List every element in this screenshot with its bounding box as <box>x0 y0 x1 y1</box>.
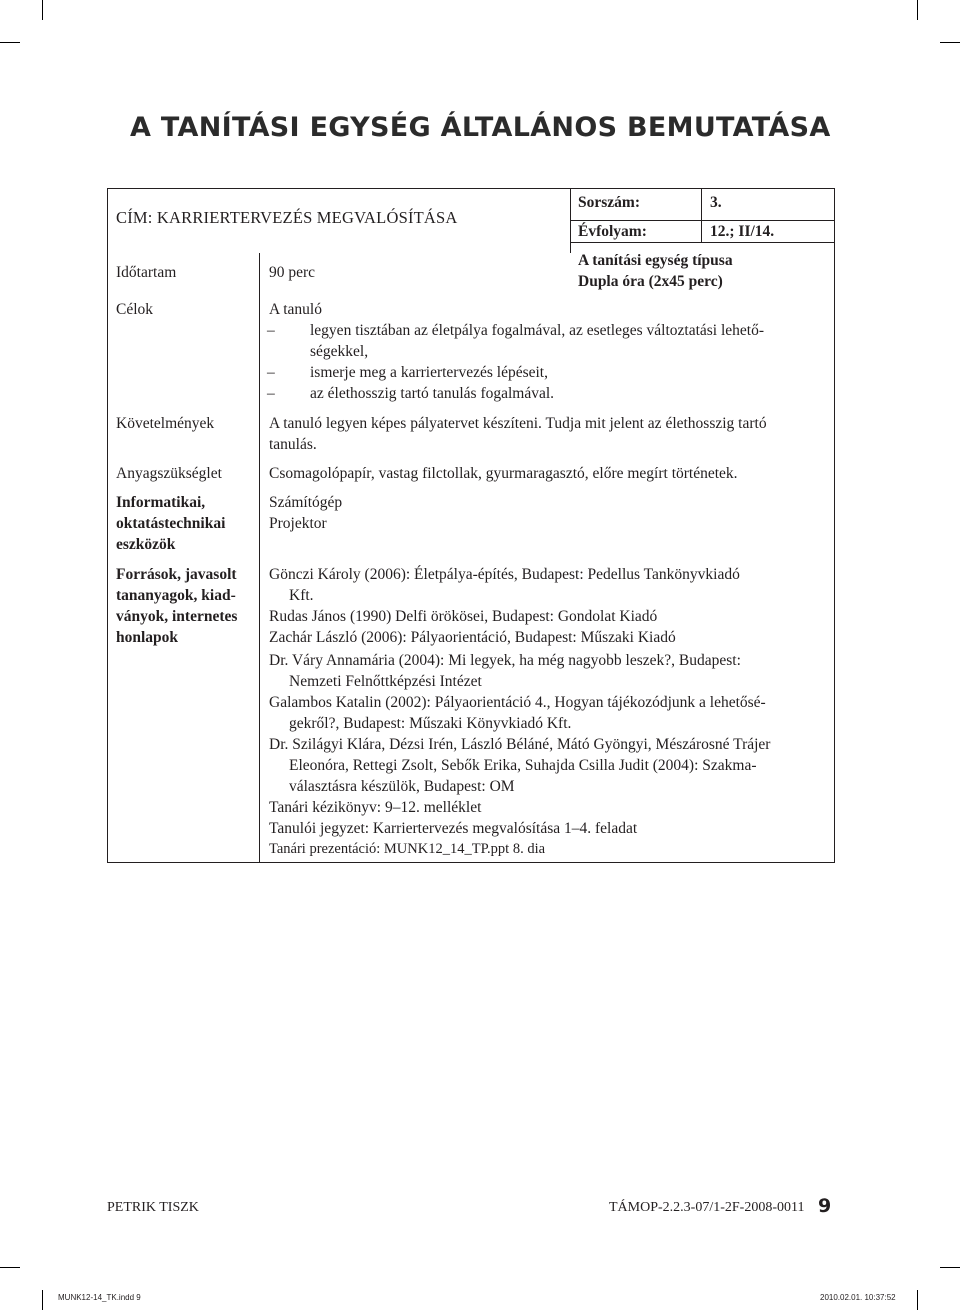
list-item: – az élethosszig tartó tanulás fogalmával. <box>267 383 827 404</box>
info-label: Informatikai, <box>116 494 206 511</box>
source-line: Zachár László (2006): Pályaorientáció, Budapest: Műszaki Kiadó <box>269 629 676 646</box>
evfolyam-value: 12.; II/14. <box>710 223 775 240</box>
forrasok-label: honlapok <box>116 629 179 646</box>
sorszam-label: Sorszám: <box>578 194 640 211</box>
tipus-value: Dupla óra (2x45 perc) <box>578 273 723 290</box>
crop-mark <box>0 42 20 43</box>
slug-file: MUNK12-14_TK.indd 9 <box>58 1293 141 1302</box>
source-line: Galambos Katalin (2002): Pályaorientáció 4., Hogyan tájékozódjunk a lehetősé- <box>269 694 766 711</box>
row-divider <box>570 242 835 243</box>
header-divider <box>701 188 702 242</box>
info-value: Projektor <box>269 515 327 532</box>
forrasok-label: tananyagok, kiad- <box>116 587 236 604</box>
info-value: Számítógép <box>269 494 343 511</box>
celok-list <box>267 362 827 404</box>
source-line: gekről?, Budapest: Műszaki Könyvkiadó Kft. <box>289 715 572 732</box>
footer-right: TÁMOP-2.2.3-07/1-2F-2008-0011 <box>609 1200 805 1215</box>
celok-label: Célok <box>116 301 154 318</box>
source-line: Tanulói jegyzet: Karriertervezés megvalósítása 1–4. feladat <box>269 820 638 837</box>
crop-mark <box>940 42 960 43</box>
source-line: Gönczi Károly (2006): Életpálya-építés, Budapest: Pedellus Tankönyvkiadó <box>269 566 740 583</box>
evfolyam-label: Évfolyam: <box>578 223 647 240</box>
idotartam-label: Időtartam <box>116 264 177 281</box>
idotartam-value: 90 perc <box>269 264 316 281</box>
source-line: Dr. Szilágyi Klára, Dézsi Irén, László Béláné, Mátó Gyöngyi, Mészárosné Trájer <box>269 736 771 753</box>
sorszam-value: 3. <box>710 194 722 211</box>
celok-list <box>267 320 837 341</box>
source-line: Tanári prezentáció: MUNK12_14_TP.ppt 8. dia <box>269 841 546 857</box>
list-item-continuation: ségekkel, <box>310 343 369 360</box>
source-line: Nemzeti Felnőttképzési Intézet <box>289 673 482 690</box>
anyag-label: Anyagszükséglet <box>116 465 222 482</box>
slug-date: 2010.02.01. 10:37:52 <box>820 1293 896 1302</box>
page-number: 9 <box>818 1195 832 1217</box>
source-line: Rudas János (1990) Delfi örökösei, Budapest: Gondolat Kiadó <box>269 608 658 625</box>
info-label: oktatástechnikai <box>116 515 226 532</box>
footer-left: PETRIK TISZK <box>107 1200 199 1215</box>
kovetelmenyek-line: A tanuló legyen képes pályatervet készíteni. Tudja mit jelent az élethosszig tartó <box>269 415 767 432</box>
list-item: – ismerje meg a karriertervezés lépéseit, <box>267 362 827 383</box>
anyag-value: Csomagolópapír, vastag filctollak, gyurmaragasztó, előre megírt történetek. <box>269 465 738 482</box>
crop-mark <box>917 0 918 20</box>
lesson-title: CÍM: KARRIERTERVEZÉS MEGVALÓSÍTÁSA <box>116 208 458 227</box>
info-label: eszközök <box>116 536 176 553</box>
crop-mark <box>42 1290 43 1310</box>
crop-mark <box>42 0 43 20</box>
crop-mark <box>0 1267 20 1268</box>
crop-mark <box>940 1267 960 1268</box>
source-line: Tanári kézikönyv: 9–12. melléklet <box>269 799 482 816</box>
source-line: Dr. Váry Annamária (2004): Mi legyek, ha még nagyobb leszek?, Budapest: <box>269 652 741 669</box>
crop-mark <box>917 1290 918 1310</box>
source-line: választásra készülök, Budapest: OM <box>289 778 515 795</box>
celok-intro: A tanuló <box>269 301 322 318</box>
list-item: – legyen tisztában az életpálya fogalmával, az esetleges változtatási lehető- <box>267 320 837 341</box>
kovetelmenyek-line: tanulás. <box>269 436 317 453</box>
source-line: Eleonóra, Rettegi Zsolt, Sebők Erika, Suhajda Csilla Judit (2004): Szakma- <box>289 757 757 774</box>
tipus-label: A tanítási egység típusa <box>578 252 733 269</box>
page-title: A TANÍTÁSI EGYSÉG ÁLTALÁNOS BEMUTATÁSA <box>130 112 831 143</box>
forrasok-label: Források, javasolt <box>116 566 237 583</box>
column-divider <box>259 253 260 863</box>
forrasok-label: ványok, internetes <box>116 608 238 625</box>
source-line: Kft. <box>289 587 314 604</box>
kovetelmenyek-label: Követelmények <box>116 415 215 432</box>
